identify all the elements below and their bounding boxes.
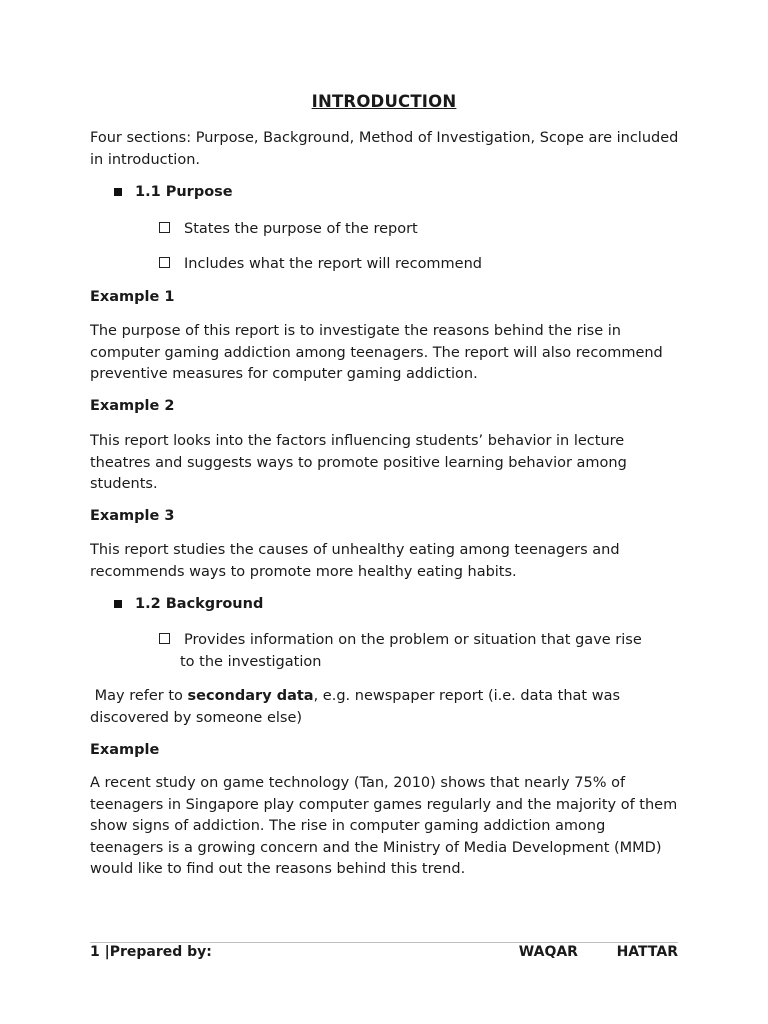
- purpose-point-1-text: States the purpose of the report: [184, 221, 418, 237]
- secondary-data-paragraph: [90, 686, 680, 729]
- example-4-paragraph: A recent study on game technology (Tan, 2010) shows that nearly 75% of teenagers in Singapore play computer games regularly and the majority of them show signs of addiction. The rise in computer gaming addiction among teenagers is a growing concern and the Ministry of Media Development (MMD) would like to find out the reasons behind this trend.: [90, 775, 678, 877]
- example-4-heading: Example: [90, 742, 160, 758]
- purpose-point-2-text: Includes what the report will recommend: [184, 256, 483, 272]
- example-3-paragraph: This report studies the causes of unhealthy eating among teenagers and recommends ways to promote more healthy eating habits.: [90, 542, 620, 580]
- footer-page-label: 1 |Prepared by:: [90, 944, 212, 960]
- secondary-data-text-after: , e.g. newspaper report (i.e. data that was discovered by someone else): [90, 688, 621, 726]
- example-1-paragraph: The purpose of this report is to investigate the reasons behind the rise in computer gaming addiction among teenagers. The report will also recommend preventive measures for computer gaming addiction.: [90, 323, 663, 382]
- page-title: INTRODUCTION: [311, 92, 457, 111]
- secondary-data-bold: secondary data: [187, 688, 314, 704]
- background-point-1-line-1: Provides information on the problem or situation that gave rise: [184, 632, 642, 648]
- empty-square-bullet-icon: [159, 633, 170, 644]
- secondary-data-text-before: May refer to: [90, 688, 188, 704]
- background-point-1: [159, 630, 679, 673]
- background-point-1-line-2: to the investigation: [180, 653, 322, 670]
- filled-square-bullet-icon: [114, 600, 122, 608]
- example-3-heading: Example 3: [90, 508, 175, 524]
- empty-square-bullet-icon: [159, 257, 170, 268]
- footer-author: WAQAR HATTAR: [518, 944, 678, 960]
- example-2-heading: Example 2: [90, 398, 175, 414]
- purpose-point-1: [159, 219, 679, 241]
- filled-square-bullet-icon: [114, 188, 122, 196]
- footer-divider: [90, 942, 678, 943]
- section-purpose-heading: [114, 184, 233, 200]
- example-1-heading: Example 1: [90, 289, 175, 305]
- example-2-paragraph: This report looks into the factors influencing students’ behavior in lecture theatres and suggests ways to promote positive learning behavior among students.: [90, 433, 627, 492]
- purpose-point-2: [159, 254, 679, 276]
- section-background-heading: [114, 596, 263, 612]
- section-background-label: 1.2 Background: [135, 596, 264, 612]
- empty-square-bullet-icon: [159, 222, 170, 233]
- section-purpose-label: 1.1 Purpose: [135, 184, 233, 200]
- intro-paragraph: Four sections: Purpose, Background, Method of Investigation, Scope are included in introduction.: [90, 130, 679, 168]
